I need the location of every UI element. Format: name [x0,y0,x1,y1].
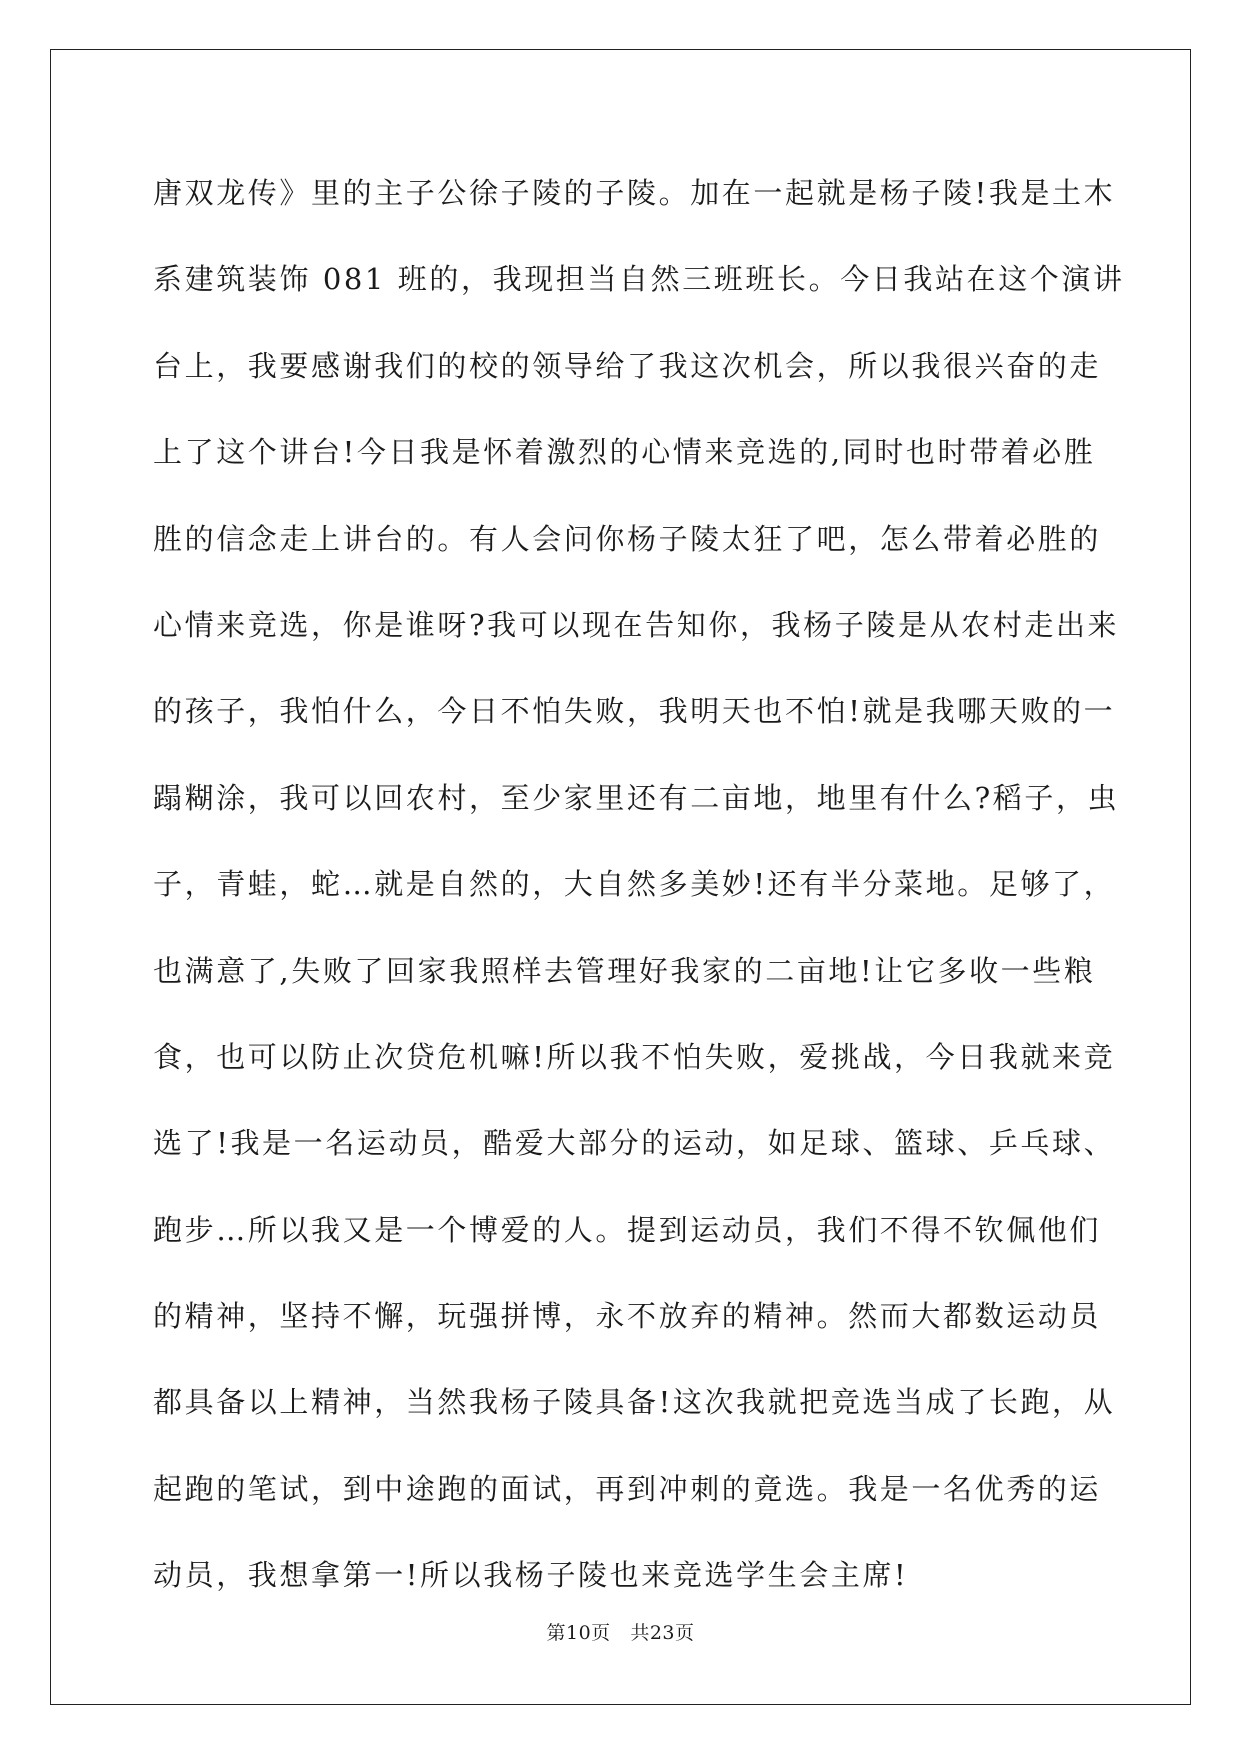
document-body [153,163,1125,1632]
page-number: 10 [565,1622,592,1644]
page-footer [0,1618,1241,1645]
total-label-suffix: 页 [675,1622,695,1644]
body-line-16: 起跑的笔试，到中途跑的面试，再到冲刺的竟选。我是一名优秀的运 [153,1471,1102,1506]
body-line-10: 也满意了,失败了回家我照样去管理好我家的二亩地!让它多收一些粮 [153,953,1096,988]
body-line-14: 的精神，坚持不懈，玩强拼博，永不放弃的精神。然而大都数运动员 [153,1299,1102,1334]
body-line-5: 胜的信念走上讲台的。有人会问你杨子陵太狂了吧，怎么带着必胜的 [153,521,1102,556]
body-line-15: 都具备以上精神，当然我杨子陵具备!这次我就把竞选当成了长跑，从 [153,1385,1116,1420]
body-line-4: 上了这个讲台!今日我是怀着激烈的心情来竞选的,同时也时带着必胜 [153,435,1096,470]
body-line-2: 系建筑装饰 081 班的，我现担当自然三班班长。今日我站在这个演讲 [153,262,1125,297]
body-line-11: 食，也可以防止次贷危机嘛!所以我不怕失败，爱挑战，今日我就来竞 [153,1039,1116,1074]
page-label-prefix: 第 [546,1622,566,1644]
body-line-7: 的孩子，我怕什么，今日不怕失败，我明天也不怕!就是我哪天败的一 [153,694,1116,729]
total-label-prefix: 共 [630,1622,650,1644]
page-label-suffix: 页 [591,1622,611,1644]
body-line-9: 子，青蛙，蛇…就是自然的，大自然多美妙!还有半分菜地。足够了， [153,867,1116,902]
body-line-12: 选了!我是一名运动员，酷爱大部分的运动，如足球、篮球、乒乓球、 [153,1126,1116,1161]
total-pages: 23 [649,1622,676,1644]
body-line-1: 唐双龙传》里的主子公徐子陵的子陵。加在一起就是杨子陵!我是土木 [153,176,1116,210]
body-line-17: 动员，我想拿第一!所以我杨子陵也来竞选学生会主席! [153,1558,909,1593]
body-line-6: 心情来竞选，你是谁呀?我可以现在告知你，我杨子陵是从农村走出来 [153,607,1120,642]
body-line-13: 跑步…所以我又是一个博爱的人。提到运动员，我们不得不钦佩他们 [153,1212,1102,1247]
body-line-3: 台上，我要感谢我们的校的领导给了我这次机会，所以我很兴奋的走 [153,348,1102,383]
body-line-8: 蹋糊涂，我可以回农村，至少家里还有二亩地，地里有什么?稻子，虫 [153,780,1120,815]
